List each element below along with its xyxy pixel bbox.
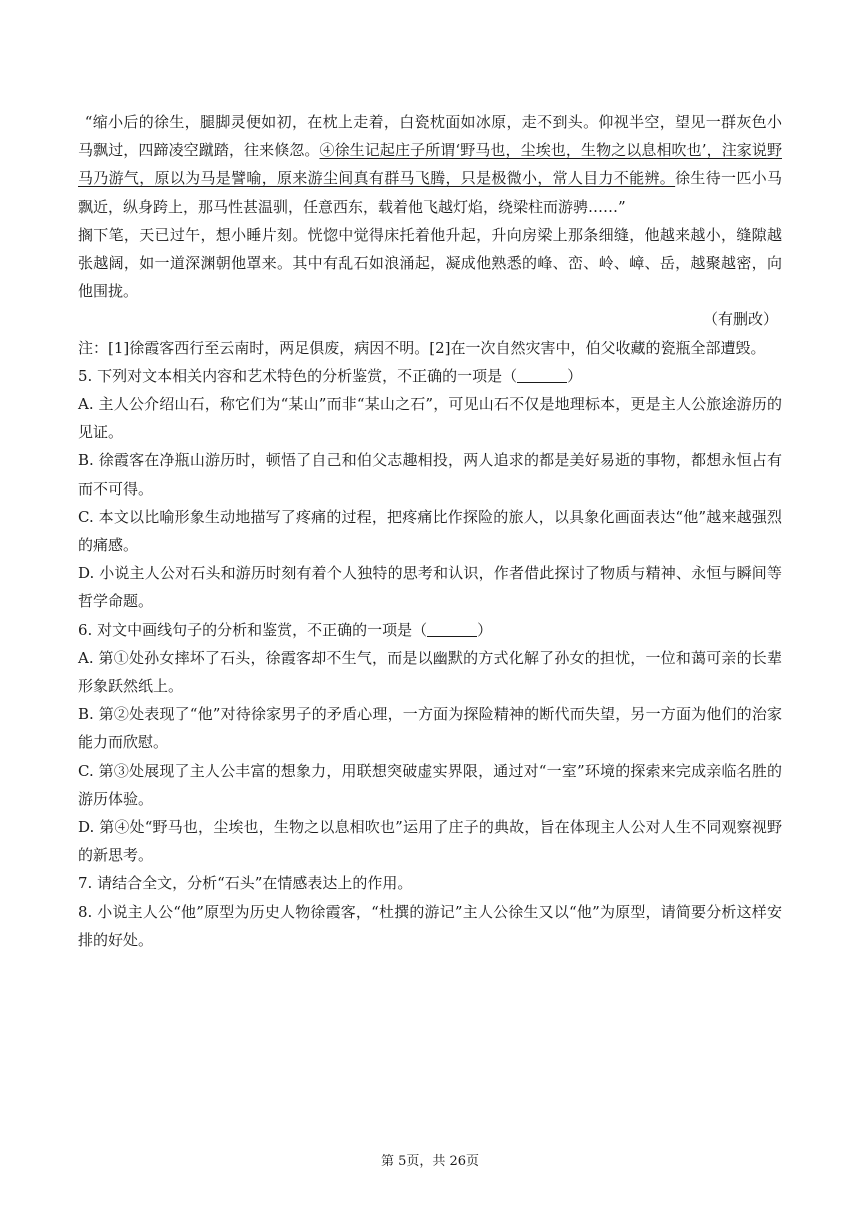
question-5-option-a: A. 主人公介绍山石，称它们为“某山”而非“某山之石”，可见山石不仅是地理标本，更是主人公旅途游历的见证。 (78, 395, 782, 442)
question-5-option-d: D. 小说主人公对石头和游历时刻有着个人独特的思考和认识，作者借此探讨了物质与精神、永恒与瞬间等哲学命题。 (78, 564, 782, 611)
question-6-option-d: D. 第④处“野马也，尘埃也，生物之以息相吹也”运用了庄子的典故，旨在体现主人公对人生不同观察视野的新思考。 (78, 818, 782, 865)
passage-paragraph-2: 搁下笔，天已过午，想小睡片刻。恍惚中觉得床托着他升起，升向房梁上那条细缝，他越来越小，缝隙越张越阔，如一道深渊朝他罩来。其中有乱石如浪涌起，凝成他熟悉的峰、峦、岭、嶂、岳，越聚越密，向他围拢。 (78, 225, 782, 301)
question-6-stem (78, 616, 782, 644)
question-5-option-c: C. 本文以比喻形象生动地描写了疼痛的过程，把疼痛比作探险的旅人，以具象化画面表达“他”越来越强烈的痛感。 (78, 507, 782, 555)
question-6-option-a: A. 第①处孙女摔坏了石头，徐霞客却不生气，而是以幽默的方式化解了孙女的担忧，一位和蔼可亲的长辈形象跃然纸上。 (78, 648, 782, 696)
question-6-close: ） (477, 620, 493, 639)
question-7: 7. 请结合全文，分析“石头”在情感表达上的作用。 (78, 874, 413, 893)
page-footer: 第 5页，共 26页 (380, 1154, 480, 1169)
question-6-option-c: C. 第③处展现了主人公丰富的想象力，用联想突破虚实界限，通过对“一室”环境的探索来完成亲临名胜的游历体验。 (78, 761, 782, 808)
passage-paragraph-1 (78, 108, 782, 221)
question-5-close: ） (567, 366, 583, 385)
question-6-option-b: B. 第②处表现了“他”对待徐家男子的矛盾心理，一方面为探险精神的断代而失望，另一方面为他们的治家能力而欣慰。 (78, 705, 782, 752)
passage-text: 徐生待一匹小马飘近，纵身跨上，那马性甚温驯，任意西东，载着他飞越灯焰，绕梁柱而游骋……” (78, 169, 782, 216)
question-5-text: 5. 下列对文本相关内容和艺术特色的分析鉴赏，不正确的一项是（ (78, 366, 518, 385)
underlined-sentence-4: ④徐生记起庄子所谓‘野马也，尘埃也，生物之以息相吹也’，注家说野马乃游气，原以为马是譬喻，原来游尘间真有群马飞腾，只是极微小，常人目力不能辨。 (78, 141, 782, 188)
question-5-stem (78, 362, 782, 390)
footnote: 注：[1]徐霞客西行至云南时，两足俱废，病因不明。[2]在一次自然灾害中，伯父收藏的瓷瓶全部遭毁。 (78, 338, 766, 357)
answer-blank[interactable] (427, 622, 477, 637)
document-body (78, 108, 782, 954)
passage-text: “缩小后的徐生，腿脚灵便如初，在枕上走着，白瓷枕面如冰原，走不到头。仰视半空，望见一群灰色小马飘过，四蹄凌空蹴踏，往来倏忽。 (78, 113, 782, 160)
answer-blank[interactable] (517, 368, 567, 383)
question-6-text: 6. 对文中画线句子的分析和鉴赏，不正确的一项是（ (78, 620, 428, 639)
source-note: （有删改） (702, 310, 778, 329)
question-5-option-b: B. 徐霞客在净瓶山游历时，顿悟了自己和伯父志趣相投，两人追求的都是美好易逝的事物，都想永恒占有而不可得。 (78, 451, 782, 498)
question-8: 8. 小说主人公“他”原型为历史人物徐霞客，“杜撰的游记”主人公徐生又以“他”为原型，请简要分析这样安排的好处。 (78, 902, 782, 949)
